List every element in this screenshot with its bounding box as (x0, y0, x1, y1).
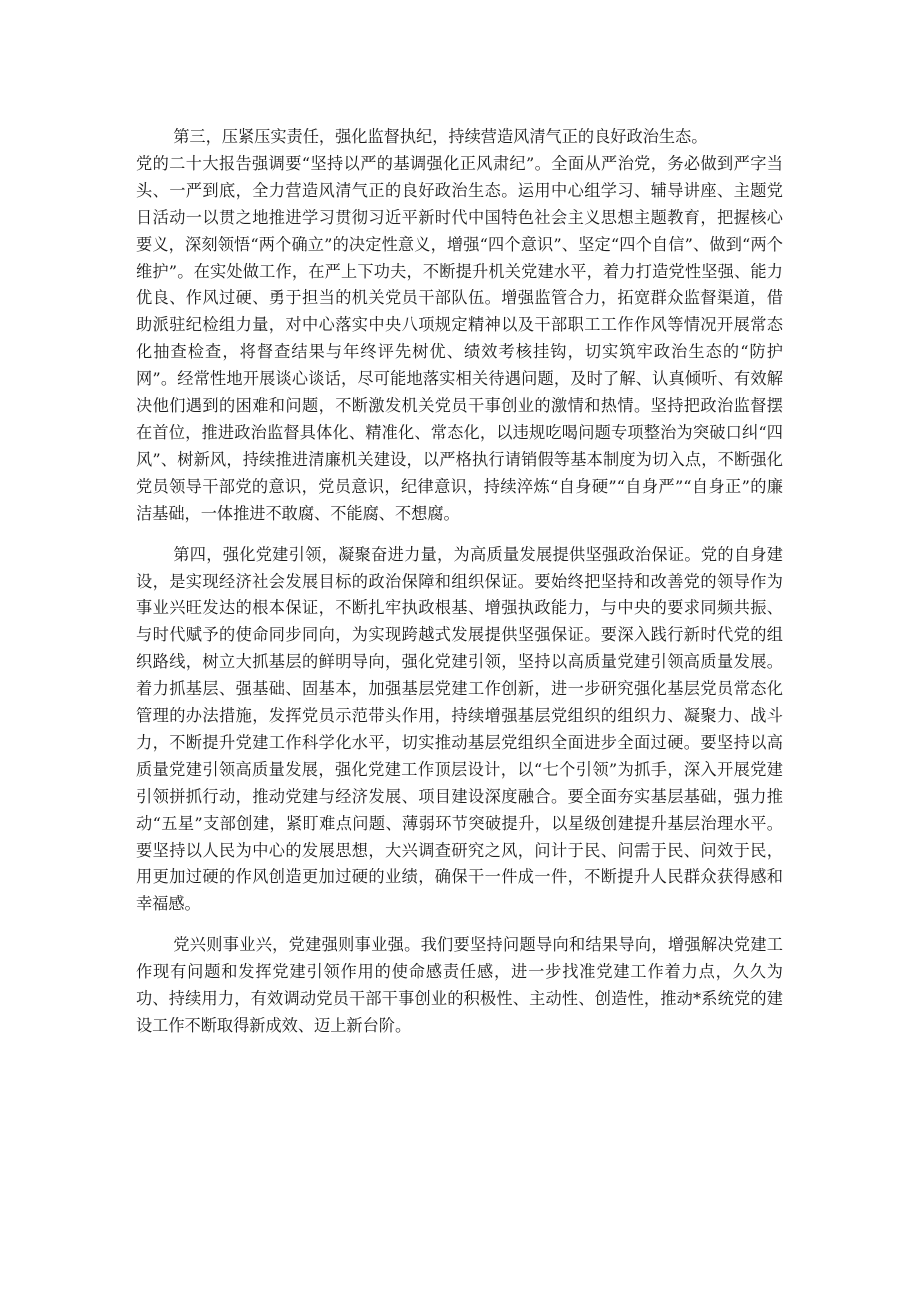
paragraph-conclusion: 党兴则事业兴，党建强则事业强。我们要坚持问题导向和结果导向，增强解决党建工作现有问题和发挥党建引领作用的使命感责任感，进一步找准党建工作着力点，久久为功、持续用力，有效调动党员干部干事创业的积极性、主动性、创造性，推动*系统党的建设工作不断取得新成效、迈上新台阶。 (136, 935, 783, 1035)
document-body (136, 124, 783, 1040)
paragraph-third-point (136, 124, 783, 528)
paragraph-third-body: 党的二十大报告强调要“坚持以严的基调强化正风肃纪”。全面从严治党，务必做到严字当头、一严到底，全力营造风清气正的良好政治生态。运用中心组学习、辅导讲座、主题党日活动一以贯之地推进学习贯彻习近平新时代中国特色社会主义思想主题教育，把握核心要义，深刻领悟“两个确立”的决定性意义，增强“四个意识”、坚定“四个自信”、做到“两个维护”。在实处做工作，在严上下功夫，不断提升机关党建水平，着力打造党性坚强、能力优良、作风过硬、勇于担当的机关党员干部队伍。增强监管合力，拓宽群众监督渠道，借助派驻纪检组力量，对中心落实中央八项规定精神以及干部职工工作作风等情况开展常态化抽查检查，将督查结果与年终评先树优、绩效考核挂钩，切实筑牢政治生态的“防护网”。经常性地开展谈心谈话，尽可能地落实相关待遇问题，及时了解、认真倾听、有效解决他们遇到的困难和问题，不断激发机关党员干事创业的激情和热情。坚持把政治监督摆在首位，推进政治监督具体化、精准化、常态化，以违规吃喝问题专项整治为突破口纠“四风”、树新风，持续推进清廉机关建设，以严格执行请销假等基本制度为切入点，不断强化党员领导干部党的意识，党员意识，纪律意识，持续淬炼“自身硬”“自身严”“自身正”的廉洁基础，一体推进不敢腐、不能腐、不想腐。 (136, 153, 783, 523)
paragraph-third-heading: 第三，压紧压实责任，强化监督执纪，持续营造风清气正的良好政治生态。 (173, 127, 708, 146)
paragraph-fourth-point: 第四，强化党建引领，凝聚奋进力量，为高质量发展提供坚强政治保证。党的自身建设，是实现经济社会发展目标的政治保障和组织保证。要始终把坚持和改善党的领导作为事业兴旺发达的根本保证，不断扎牢执政根基、增强执政能力，与中央的要求同频共振、与时代赋予的使命同步同向，为实现跨越式发展提供坚强保证。要深入践行新时代党的组织路线，树立大抓基层的鲜明导向，强化党建引领，坚持以高质量党建引领高质量发展。着力抓基层、强基础、固基本，加强基层党建工作创新，进一步研究强化基层党员常态化管理的办法措施，发挥党员示范带头作用，持续增强基层党组织的组织力、凝聚力、战斗力，不断提升党建工作科学化水平，切实推动基层党组织全面进步全面过硬。要坚持以高质量党建引领高质量发展，强化党建工作顶层设计，以“七个引领”为抓手，深入开展党建引领拼抓行动，推动党建与经济发展、项目建设深度融合。要全面夯实基层基础，强力推动“五星”支部创建，紧盯难点问题、薄弱环节突破提升，以星级创建提升基层治理水平。要坚持以人民为中心的发展思想，大兴调查研究之风，问计于民、问需于民、问效于民，用更加过硬的作风创造更加过硬的业绩，确保干一件成一件，不断提升人民群众获得感和幸福感。 (136, 544, 783, 914)
